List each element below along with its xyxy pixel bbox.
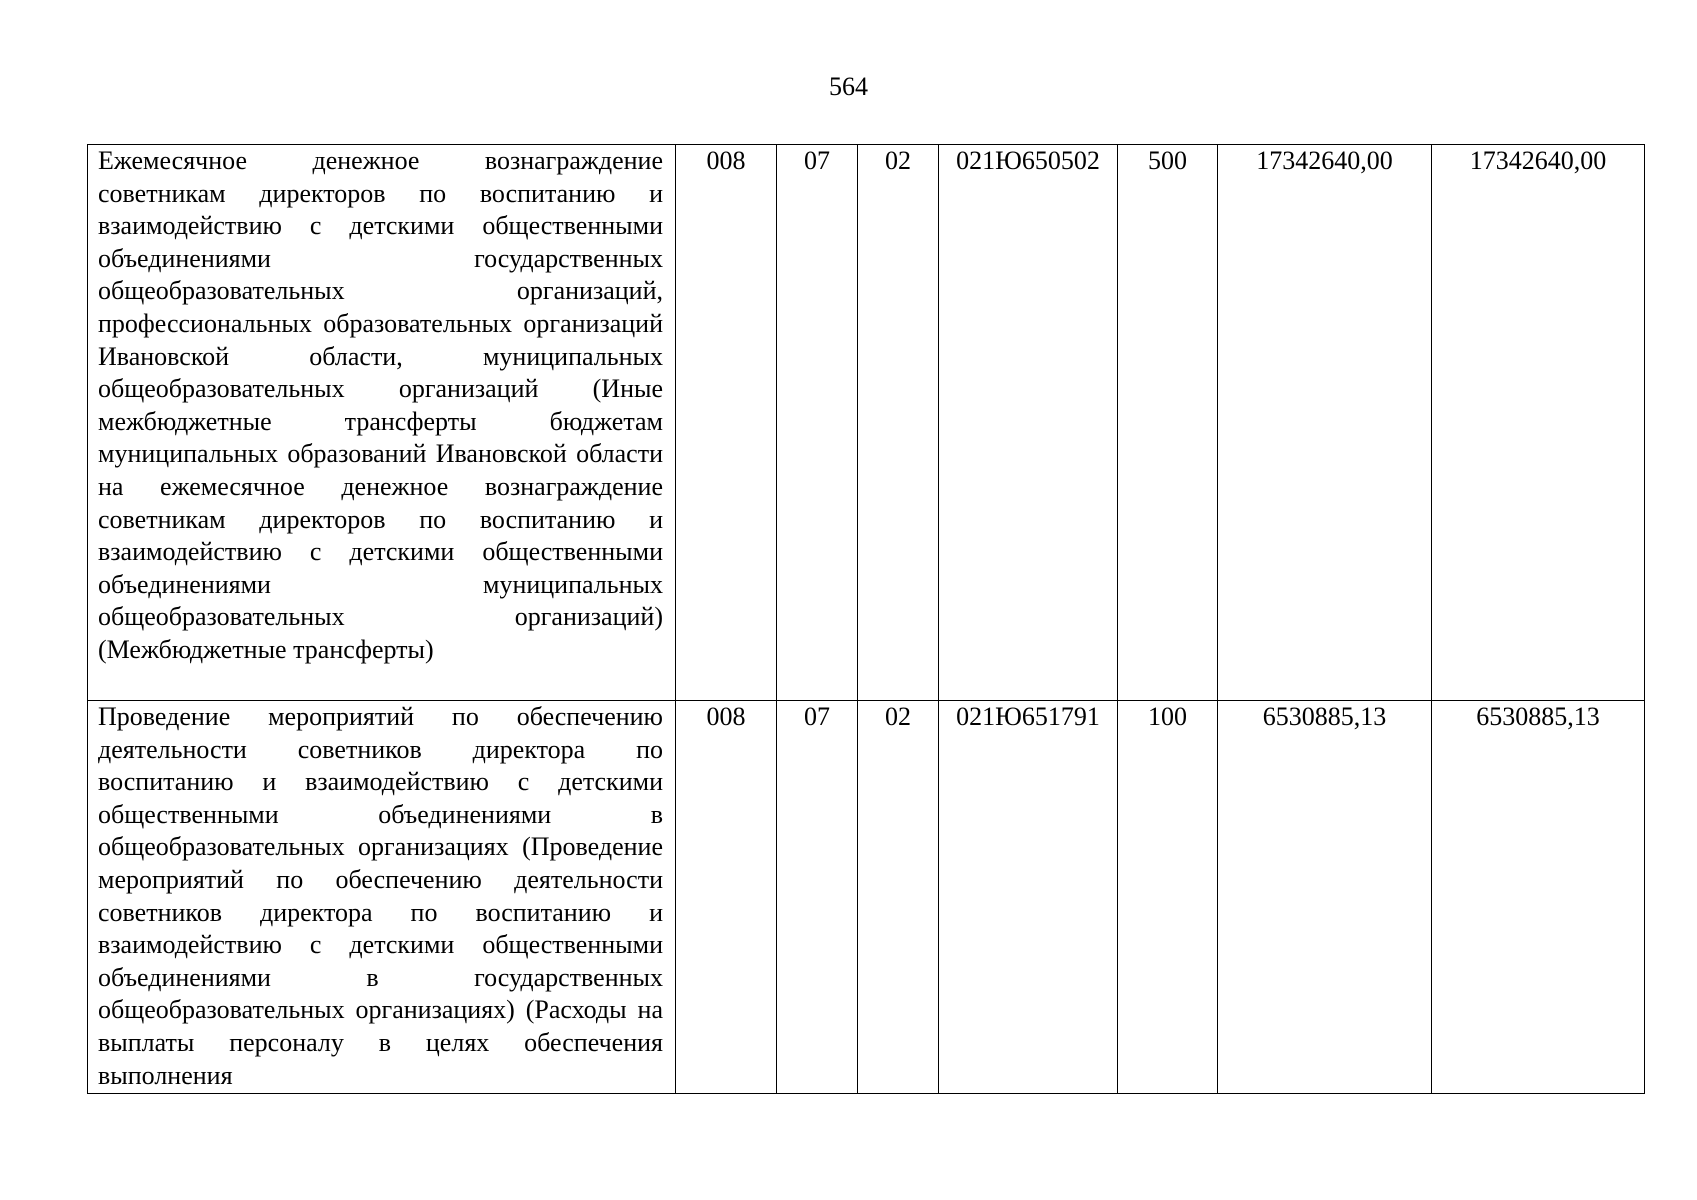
ministry-code-cell: 008 bbox=[676, 701, 777, 1094]
section-code-cell: 07 bbox=[777, 145, 858, 701]
description-text-last-line: (Межбюджетные трансферты) bbox=[98, 634, 434, 664]
section-code-cell: 07 bbox=[777, 701, 858, 1094]
page-number: 564 bbox=[829, 72, 868, 101]
expense-type-cell: 100 bbox=[1118, 701, 1218, 1094]
description-cell bbox=[88, 145, 676, 701]
amount-2-cell: 17342640,00 bbox=[1432, 145, 1645, 701]
subsection-code-cell: 02 bbox=[858, 701, 939, 1094]
amount-1-cell: 6530885,13 bbox=[1218, 701, 1432, 1094]
description-text: Проведение мероприятий по обеспечению деятельности советников директора по воспитанию и взаимодействию с детскими общественными объединениями в общеобразовательных организациях (Проведение мероприятий по обеспечению деятельности советников директора по воспитанию и взаимодействию с детскими общественными объединениями в государственных общеобразовательных организациях) (Расходы на выплаты персоналу в целях обеспечения выполнения bbox=[98, 702, 663, 1090]
ministry-code-cell: 008 bbox=[676, 145, 777, 701]
table-row bbox=[88, 701, 1645, 1094]
target-article-cell: 021Ю650502 bbox=[939, 145, 1118, 701]
subsection-code-cell: 02 bbox=[858, 145, 939, 701]
target-article-cell: 021Ю651791 bbox=[939, 701, 1118, 1094]
budget-table bbox=[87, 144, 1645, 1094]
amount-1-cell: 17342640,00 bbox=[1218, 145, 1432, 701]
description-cell bbox=[88, 701, 676, 1094]
amount-2-cell: 6530885,13 bbox=[1432, 701, 1645, 1094]
expense-type-cell: 500 bbox=[1118, 145, 1218, 701]
description-text: Ежемесячное денежное вознаграждение советникам директоров по воспитанию и взаимодействию с детскими общественными объединениями государственных общеобразовательных организаций, профессиональных образовательных организаций Ивановской области, муниципальных общеобразовательных организаций (Иные межбюджетные трансферты бюджетам муниципальных образований Ивановской области на ежемесячное денежное вознаграждение советникам директоров по воспитанию и взаимодействию с детскими общественными объединениями муниципальных общеобразовательных организаций) bbox=[98, 146, 663, 632]
table-row bbox=[88, 145, 1645, 701]
